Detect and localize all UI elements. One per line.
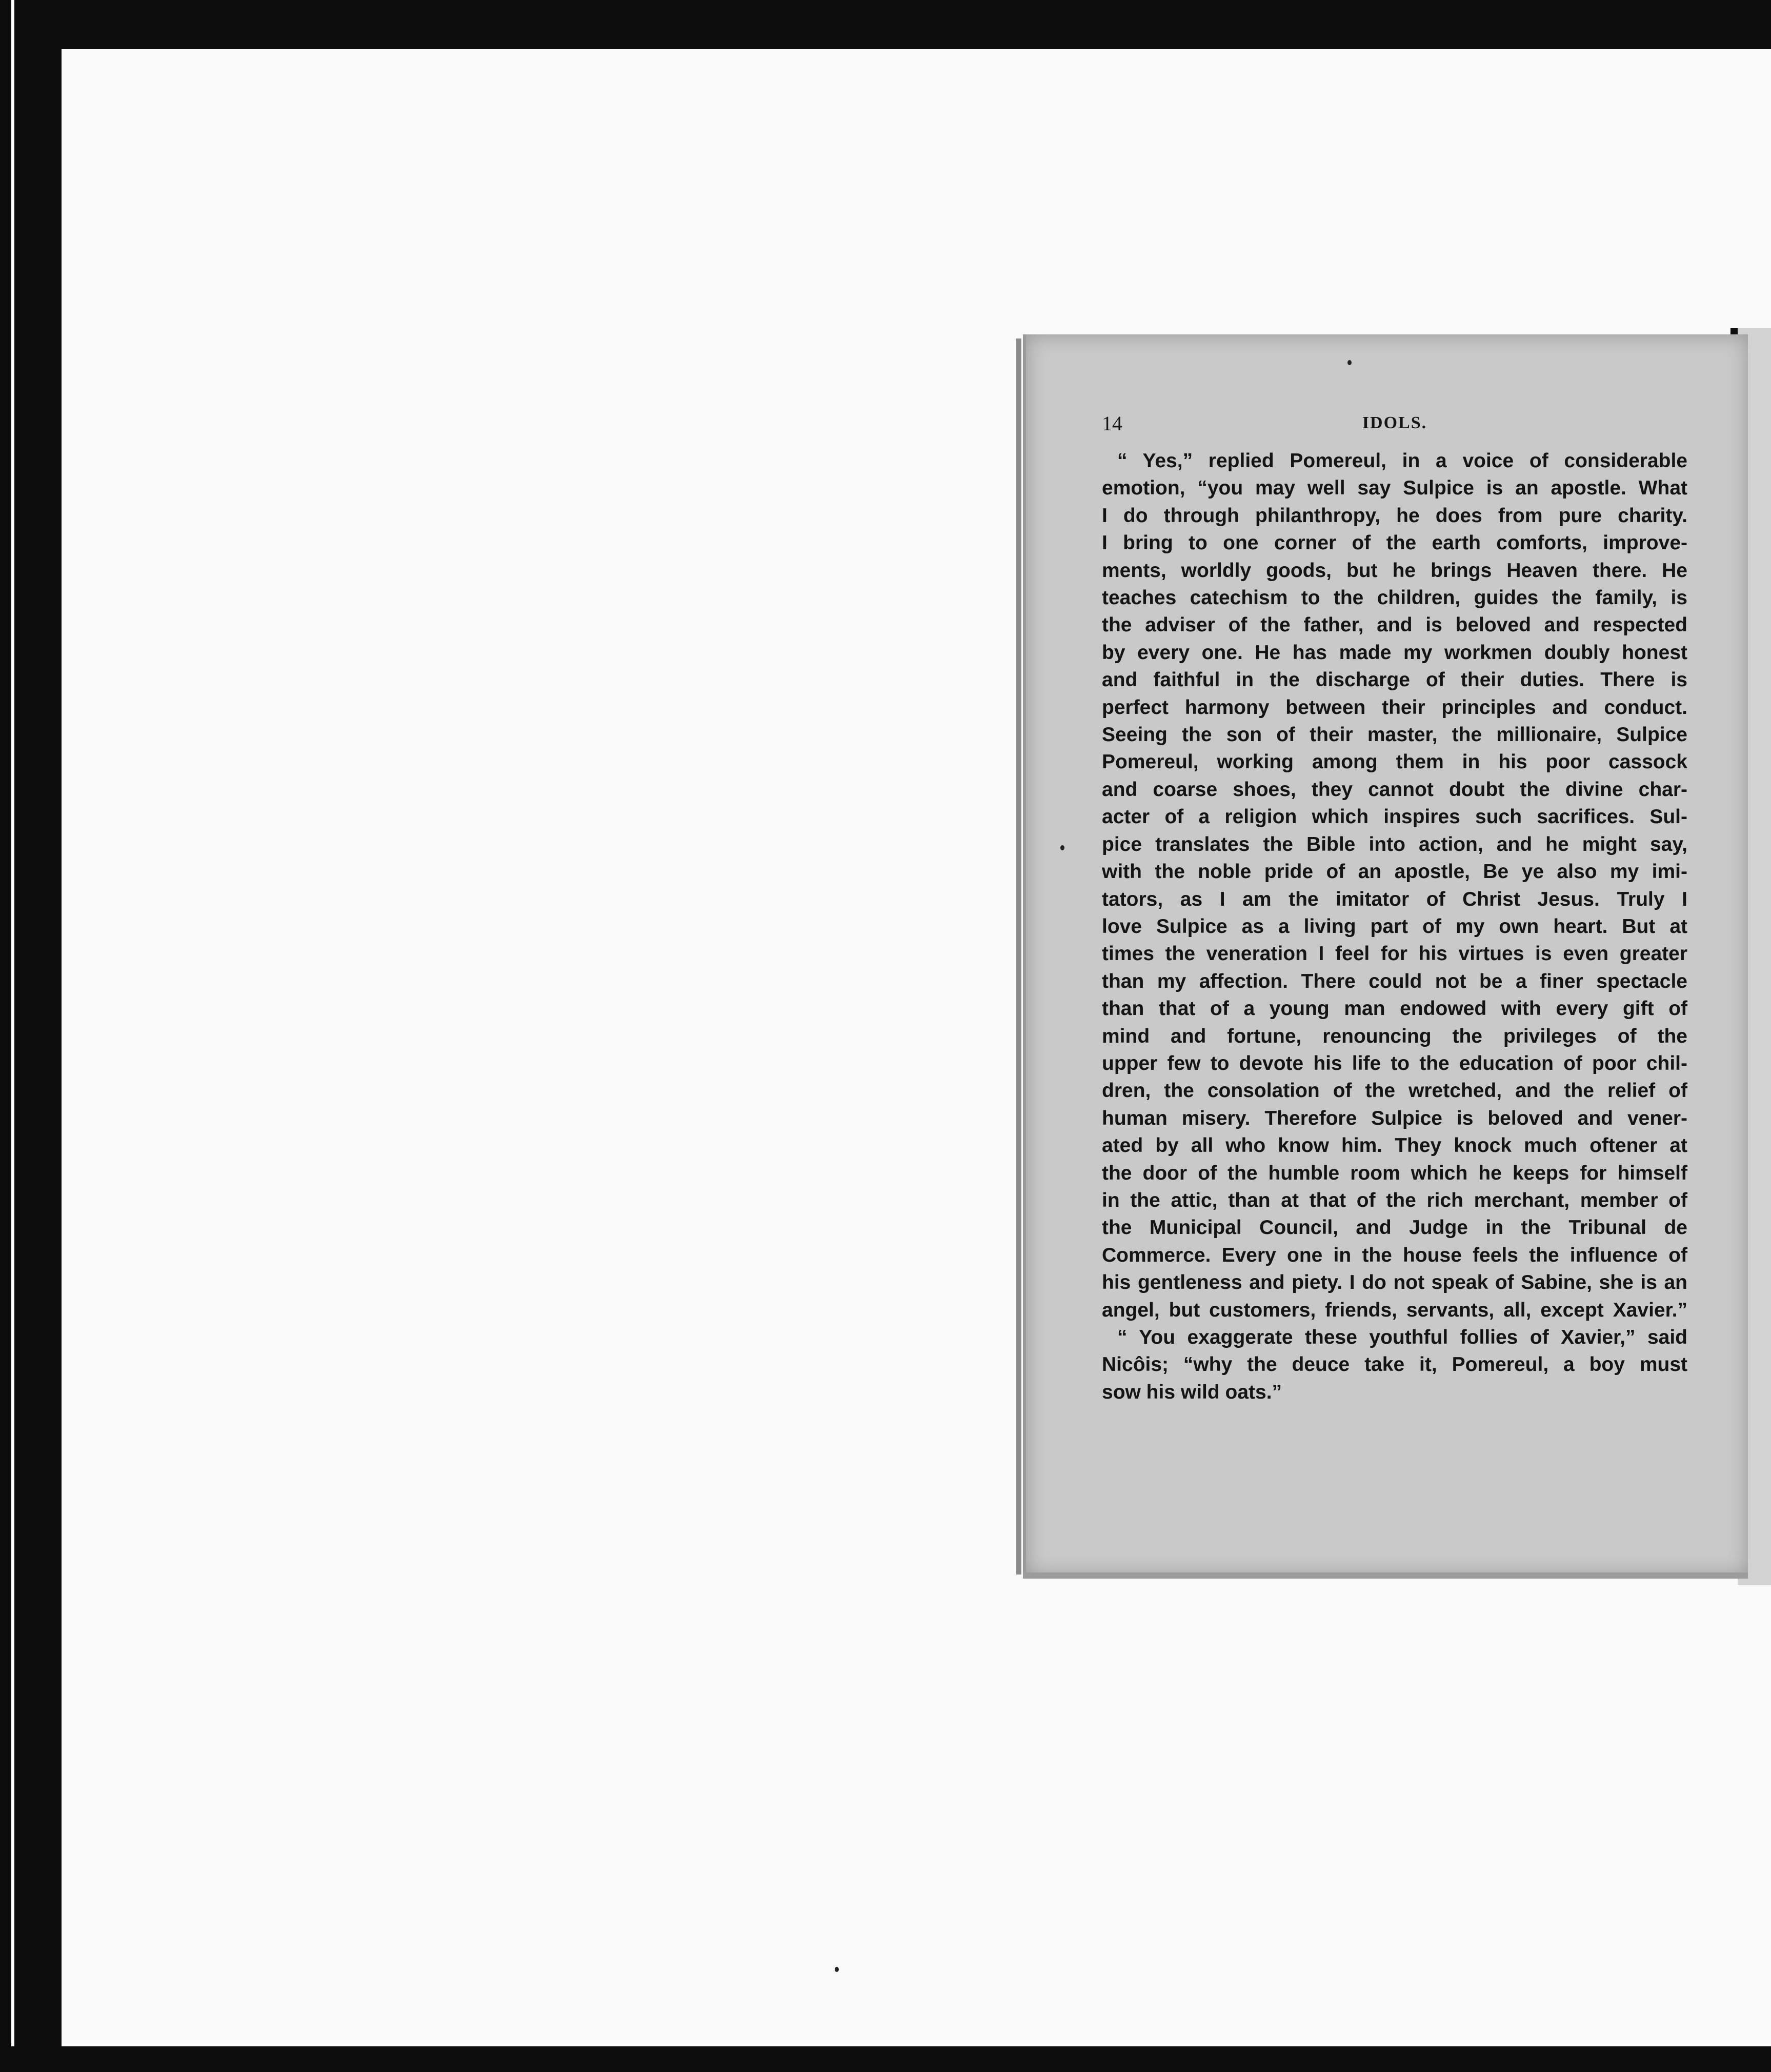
text-line: the door of the humble room which he keeps for himself <box>1102 1162 1687 1184</box>
text-line: ated by all who know him. They knock much oftener at <box>1102 1134 1687 1157</box>
text-line: times the veneration I feel for his virtues is even greater <box>1102 943 1687 965</box>
text-line: his gentleness and piety. I do not speak of Sabine, she is an <box>1102 1271 1687 1294</box>
text-line: Nicôis; “why the deuce take it, Pomereul, a boy must <box>1102 1353 1687 1376</box>
scanner-frame-left-gap <box>11 0 14 2072</box>
page-number: 14 <box>1102 412 1122 435</box>
body-text <box>1102 447 1687 1406</box>
book-page <box>1023 334 1748 1576</box>
running-head: IDOLS. <box>1362 413 1427 432</box>
text-line: sow his wild oats.” <box>1102 1381 1282 1403</box>
text-line: human misery. Therefore Sulpice is beloved and vener- <box>1102 1107 1687 1129</box>
text-line: dren, the consolation of the wretched, and the relief of <box>1102 1080 1687 1102</box>
text-line: “ Yes,” replied Pomereul, in a voice of considerable <box>1117 450 1687 472</box>
scanner-frame-top <box>0 0 1771 49</box>
text-line: acter of a religion which inspires such sacrifices. Sul- <box>1102 806 1687 828</box>
scanner-frame-bottom <box>0 2046 1771 2072</box>
text-line: mind and fortune, renouncing the privileges of the <box>1102 1025 1687 1047</box>
text-line: teaches catechism to the children, guides the family, is <box>1102 587 1687 609</box>
text-line: I do through philanthropy, he does from pure charity. <box>1102 504 1687 527</box>
scan-speck <box>1060 845 1064 850</box>
text-line: tators, as I am the imitator of Christ Jesus. Truly I <box>1102 888 1687 910</box>
page-header <box>1102 411 1687 447</box>
page-content <box>1102 411 1687 1406</box>
text-line: by every one. He has made my workmen doubly honest <box>1102 641 1687 664</box>
text-line: and coarse shoes, they cannot doubt the divine char- <box>1102 778 1687 801</box>
text-line: emotion, “you may well say Sulpice is an apostle. What <box>1102 477 1687 500</box>
text-line: perfect harmony between their principles and conduct. <box>1102 696 1687 719</box>
text-line: Seeing the son of their master, the millionaire, Sulpice <box>1102 724 1687 746</box>
page-stack-edge <box>1016 338 1021 1575</box>
text-line: Commerce. Every one in the house feels the influence of <box>1102 1244 1687 1266</box>
text-line: love Sulpice as a living part of my own heart. But at <box>1102 915 1687 938</box>
text-line: upper few to devote his life to the education of poor chil- <box>1102 1052 1687 1074</box>
page-bottom-edge <box>1023 1572 1748 1579</box>
text-line: pice translates the Bible into action, and he might say, <box>1102 833 1687 855</box>
text-line: angel, but customers, friends, servants, all, except Xavier.” <box>1102 1299 1687 1321</box>
text-line: “ You exaggerate these youthful follies of Xavier,” said <box>1117 1326 1687 1348</box>
text-line: in the attic, than at that of the rich merchant, member of <box>1102 1189 1687 1211</box>
text-line: ments, worldly goods, but he brings Heaven there. He <box>1102 559 1687 582</box>
scanner-frame-left <box>0 0 62 2072</box>
text-line: the adviser of the father, and is beloved and respected <box>1102 614 1687 636</box>
text-line: than that of a young man endowed with every gift of <box>1102 998 1687 1020</box>
scan-speck <box>835 1967 839 1972</box>
text-line: I bring to one corner of the earth comforts, improve- <box>1102 532 1687 554</box>
text-line: than my affection. There could not be a finer spectacle <box>1102 970 1687 992</box>
text-line: Pomereul, working among them in his poor cassock <box>1102 751 1687 773</box>
text-line: the Municipal Council, and Judge in the Tribunal de <box>1102 1217 1687 1239</box>
scan-speck <box>1347 360 1352 365</box>
text-line: and faithful in the discharge of their duties. There is <box>1102 669 1687 691</box>
text-line: with the noble pride of an apostle, Be ye also my imi- <box>1102 861 1687 883</box>
